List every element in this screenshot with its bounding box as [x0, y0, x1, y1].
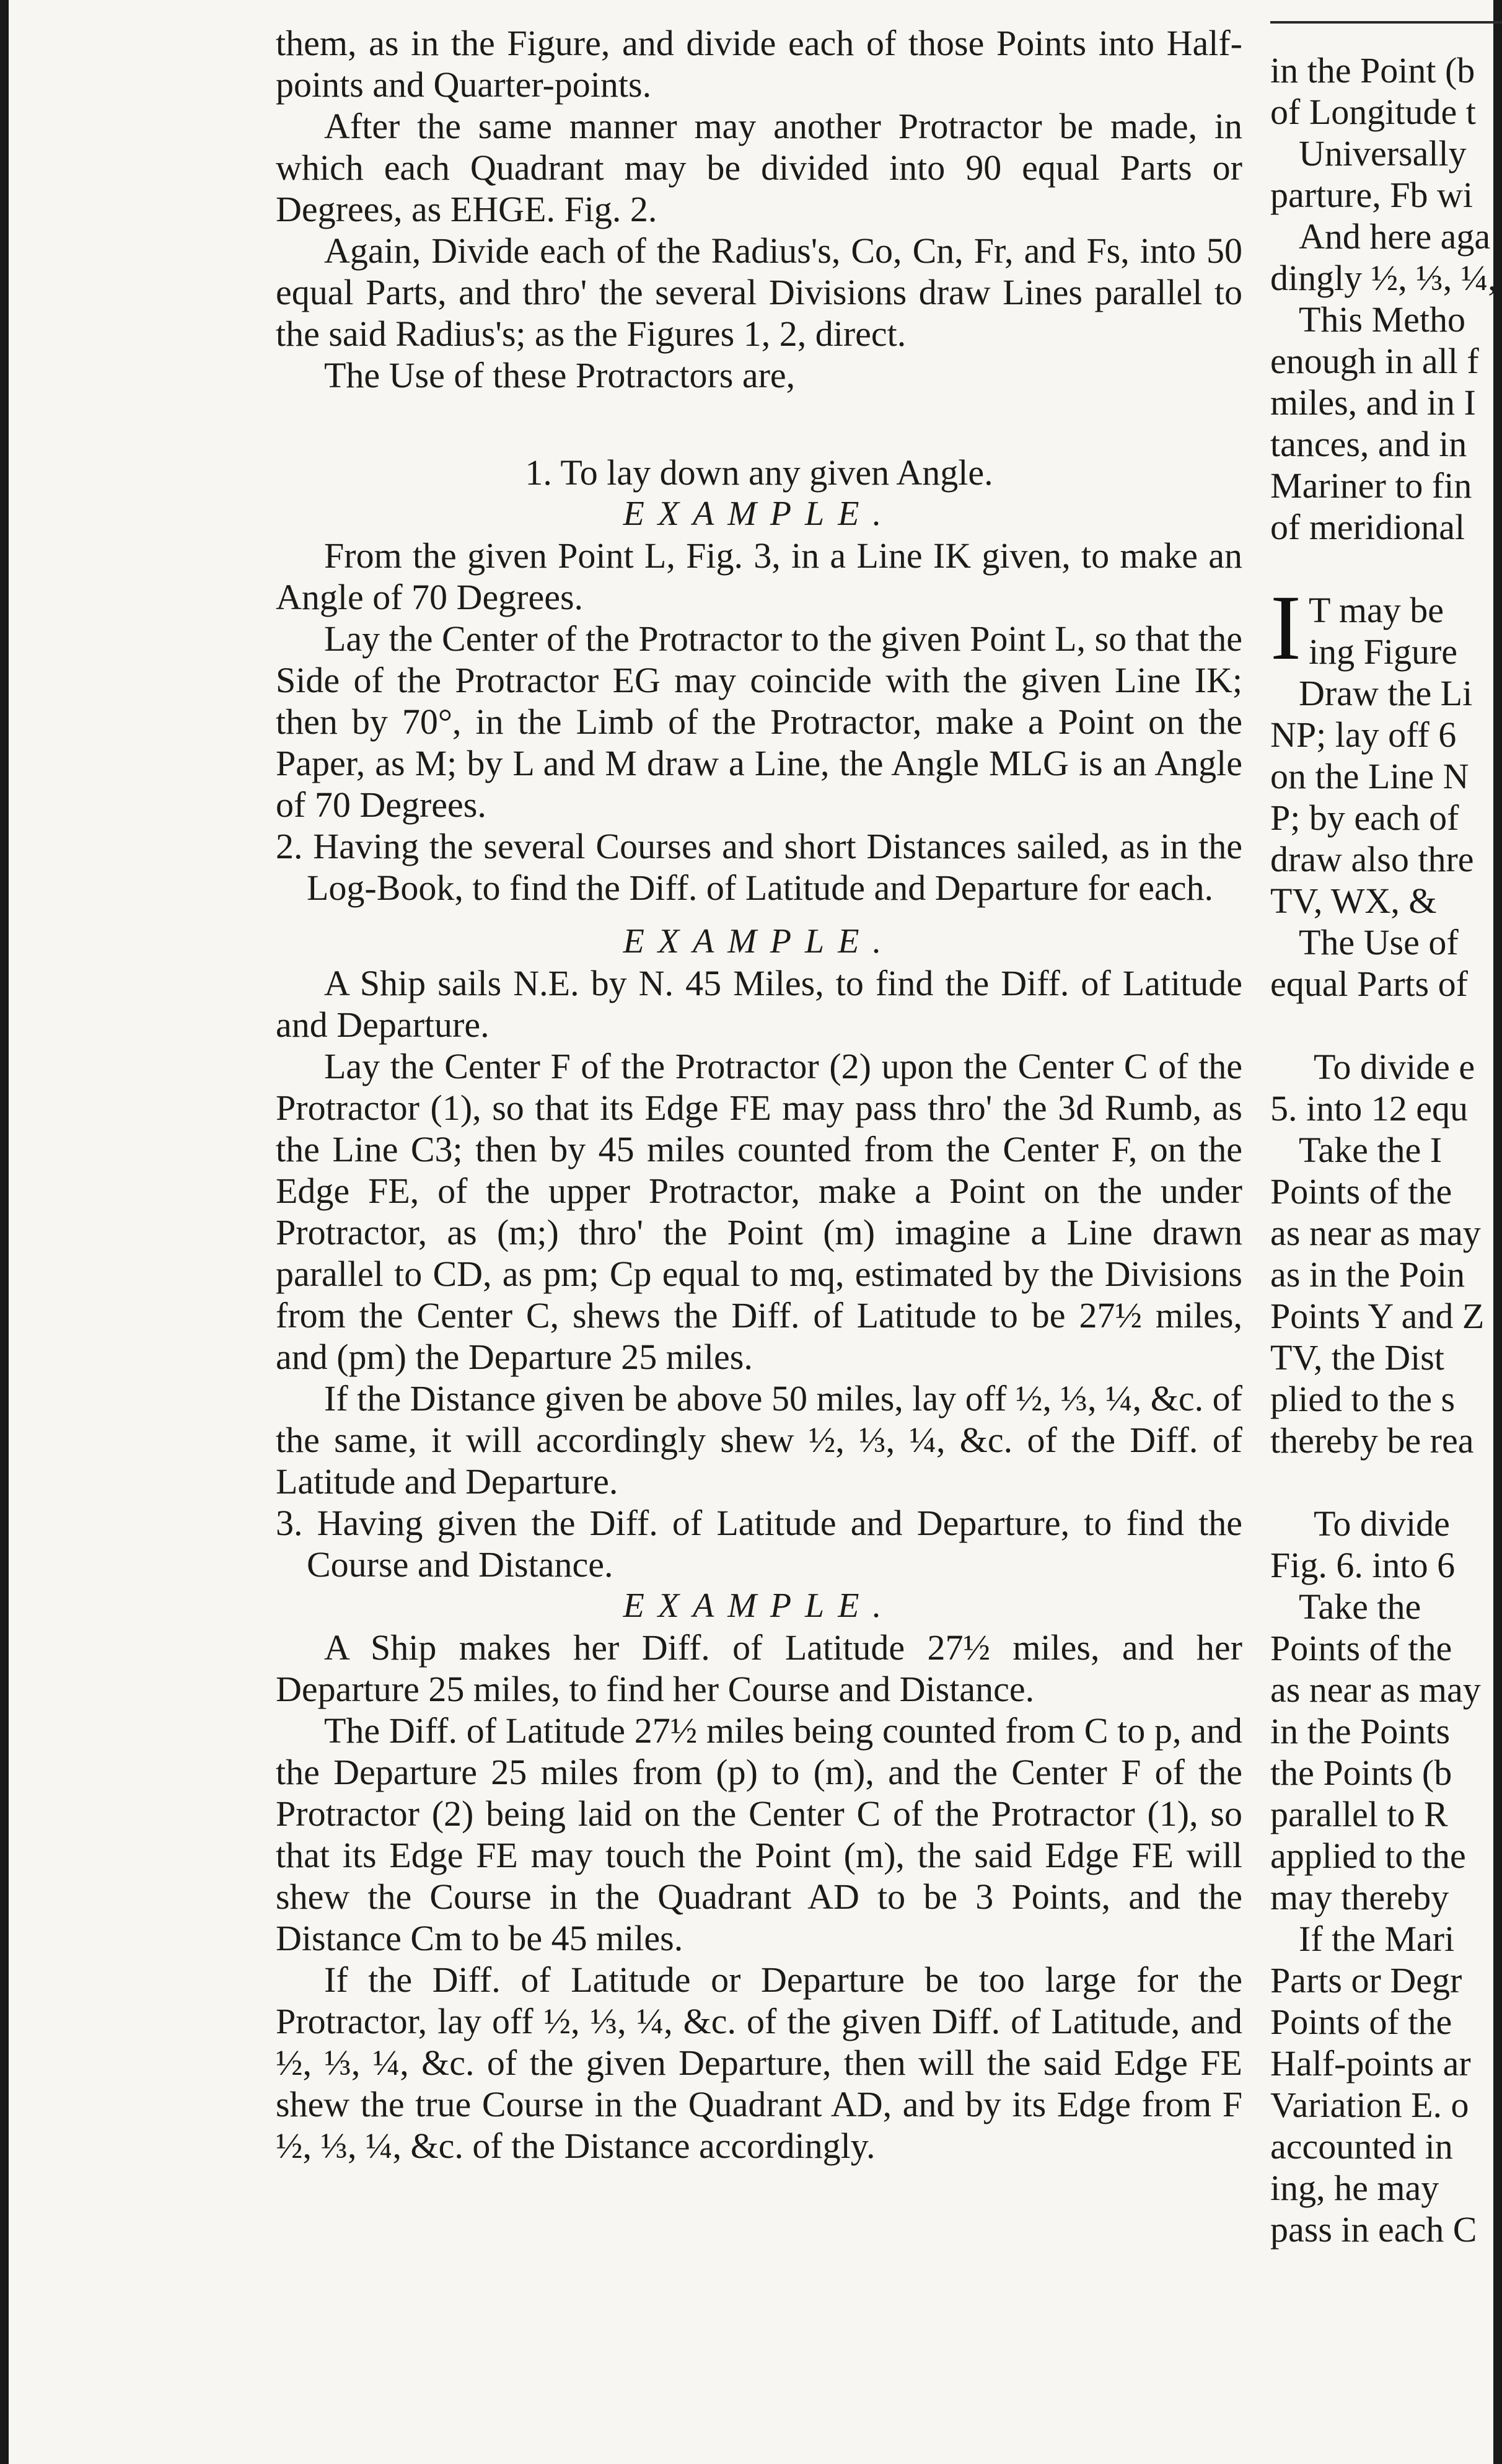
paragraph: The Diff. of Latitude 27½ miles being counted from C to p, and the Departure 25 miles from (p) to (m), and the Center F of the Protractor (2) being laid on the Center C of the Protractor (1), so that its Edge FE may touch the Point (m), the said Edge FE will shew the Course in the Quadrant AD to be 3 Points, and the Distance Cm to be 45 miles.	[276, 1710, 1242, 1958]
text-line: as near as may	[1270, 1670, 1481, 1710]
text-line: ing Figure	[1309, 631, 1458, 672]
blank-line	[1270, 1461, 1502, 1503]
text-line: TV, the Dist	[1270, 1337, 1444, 1378]
right-column-cropped	[1270, 50, 1502, 2250]
drop-cap: I	[1270, 576, 1301, 679]
text-line: This Metho	[1299, 299, 1466, 340]
text-line: Take the	[1299, 1586, 1421, 1627]
blank-line	[1270, 1005, 1502, 1046]
text-line: as near as may	[1270, 1213, 1481, 1253]
text-line: parture, Fb wi	[1270, 175, 1473, 215]
scan-border-left	[0, 0, 9, 2464]
text-line: in the Point (b	[1270, 50, 1475, 90]
text-line: Points of the	[1270, 2002, 1452, 2042]
text-line: applied to the	[1270, 1836, 1466, 1876]
paragraph: The Use of these Protractors are,	[324, 355, 796, 395]
left-column	[276, 22, 1242, 2167]
example-heading: EXAMPLE.	[623, 495, 895, 533]
text-line: Points of the	[1270, 1171, 1452, 1212]
text-line: NP; lay off 6	[1270, 715, 1457, 755]
text-line: the Points (b	[1270, 1753, 1452, 1793]
text-line: If the Mari	[1299, 1919, 1455, 1959]
text-line: 5. into 12 equ	[1270, 1088, 1468, 1129]
text-line: Points Y and Z	[1270, 1296, 1485, 1336]
text-line: Half-points ar	[1270, 2043, 1471, 2083]
text-line: The Use of	[1299, 922, 1459, 962]
drop-cap-block	[1270, 576, 1502, 679]
text-line: on the Line N	[1270, 756, 1469, 796]
text-line: pass in each C	[1270, 2209, 1477, 2250]
text-line: TV, WX, &	[1270, 881, 1437, 921]
text-line: T may be	[1309, 590, 1444, 630]
text-line: tances, and in	[1270, 424, 1467, 464]
paragraph: A Ship sails N.E. by N. 45 Miles, to find the Diff. of Latitude and Departure.	[276, 963, 1242, 1045]
text-line: Draw the Li	[1299, 673, 1473, 713]
text-line: as in the Poin	[1270, 1254, 1465, 1295]
paragraph: From the given Point L, Fig. 3, in a Line IK given, to make an Angle of 70 Degrees.	[276, 535, 1242, 617]
text-line: Universally	[1299, 133, 1467, 174]
text-line: Points of the	[1270, 1628, 1452, 1668]
paragraph: If the Diff. of Latitude or Departure be too large for the Protractor, lay off ½, ⅓, ¼, &c. of the given Diff. of Latitude, and ½, ⅓, ¼, &c. of the given Departure, then will the said Edge FE shew the true Course in the Quadrant AD, and by its Edge from F ½, ⅓, ¼, &c. of the Distance accordingly.	[276, 1960, 1242, 2166]
text-line: Mariner to fin	[1270, 465, 1472, 506]
paragraph: If the Distance given be above 50 miles, lay off ½, ⅓, ¼, &c. of the same, it will accordingly shew ½, ⅓, ¼, &c. of the Diff. of Latitude and Departure.	[276, 1378, 1242, 1502]
text-line: To divide e	[1314, 1047, 1475, 1087]
text-line: P; by each of	[1270, 798, 1459, 838]
paragraph: Lay the Center of the Protractor to the given Point L, so that the Side of the Protractor EG may coincide with the given Line IK; then by 70°, in the Limb of the Protractor, make a Point on the Paper, as M; by L and M draw a Line, the Angle MLG is an Angle of 70 Degrees.	[276, 618, 1242, 825]
text-line: draw also thre	[1270, 839, 1474, 879]
paragraph: After the same manner may another Protractor be made, in which each Quadrant may be divided into 90 equal Parts or Degrees, as EHGE. Fig. 2.	[276, 106, 1242, 229]
text-line: parallel to R	[1270, 1794, 1448, 1834]
text-line: plied to the s	[1270, 1379, 1456, 1419]
text-line: of Longitude t	[1270, 92, 1476, 132]
blank-line	[1270, 548, 1502, 589]
text-line: Take the I	[1299, 1130, 1443, 1170]
text-line: Variation E. o	[1270, 2085, 1469, 2125]
section-heading: 3. Having given the Diff. of Latitude and Departure, to find the Course and Distance.	[276, 1503, 1242, 1585]
text-line: accounted in	[1270, 2126, 1453, 2167]
section-heading: 2. Having the several Courses and short Distances sailed, as in the Log-Book, to find the Diff. of Latitude and Departure for each.	[276, 826, 1242, 908]
text-line: Fig. 6. into 6	[1270, 1545, 1456, 1585]
text-line: Parts or Degr	[1270, 1960, 1462, 2000]
paragraph: them, as in the Figure, and divide each of those Points into Half-points and Quarter-points.	[276, 23, 1242, 105]
text-line: equal Parts of	[1270, 964, 1468, 1004]
example-heading: EXAMPLE.	[623, 1586, 895, 1625]
text-line: thereby be rea	[1270, 1420, 1474, 1461]
text-line: miles, and in I	[1270, 382, 1476, 423]
text-line: dingly ½, ⅓, ¼,	[1270, 258, 1497, 298]
text-line: To divide	[1314, 1503, 1450, 1544]
text-line: And here aga	[1299, 216, 1491, 257]
text-line: of meridional	[1270, 507, 1465, 547]
paragraph: Again, Divide each of the Radius's, Co, Cn, Fr, and Fs, into 50 equal Parts, and thro' the several Divisions draw Lines parallel to the said Radius's; as the Figures 1, 2, direct.	[276, 231, 1242, 354]
paragraph: Lay the Center F of the Protractor (2) upon the Center C of the Protractor (1), so that its Edge FE may pass thro' the 3d Rumb, as the Line C3; then by 45 miles counted from the Center F, on the Edge FE, of the upper Protractor, make a Point on the under Protractor, as (m;) thro' the Point (m) imagine a Line drawn parallel to CD, as pm; Cp equal to mq, estimated by the Divisions from the Center C, shews the Diff. of Latitude to be 27½ miles, and (pm) the Departure 25 miles.	[276, 1046, 1242, 1377]
text-line: ing, he may	[1270, 2168, 1439, 2208]
text-line: enough in all f	[1270, 341, 1479, 381]
text-line: in the Points	[1270, 1711, 1451, 1751]
section-heading: 1. To lay down any given Angle.	[525, 452, 993, 493]
example-heading: EXAMPLE.	[623, 922, 895, 961]
paragraph: A Ship makes her Diff. of Latitude 27½ miles, and her Departure 25 miles, to find her Course and Distance.	[276, 1627, 1242, 1709]
column-rule	[1270, 21, 1502, 24]
text-line: may thereby	[1270, 1877, 1449, 1917]
